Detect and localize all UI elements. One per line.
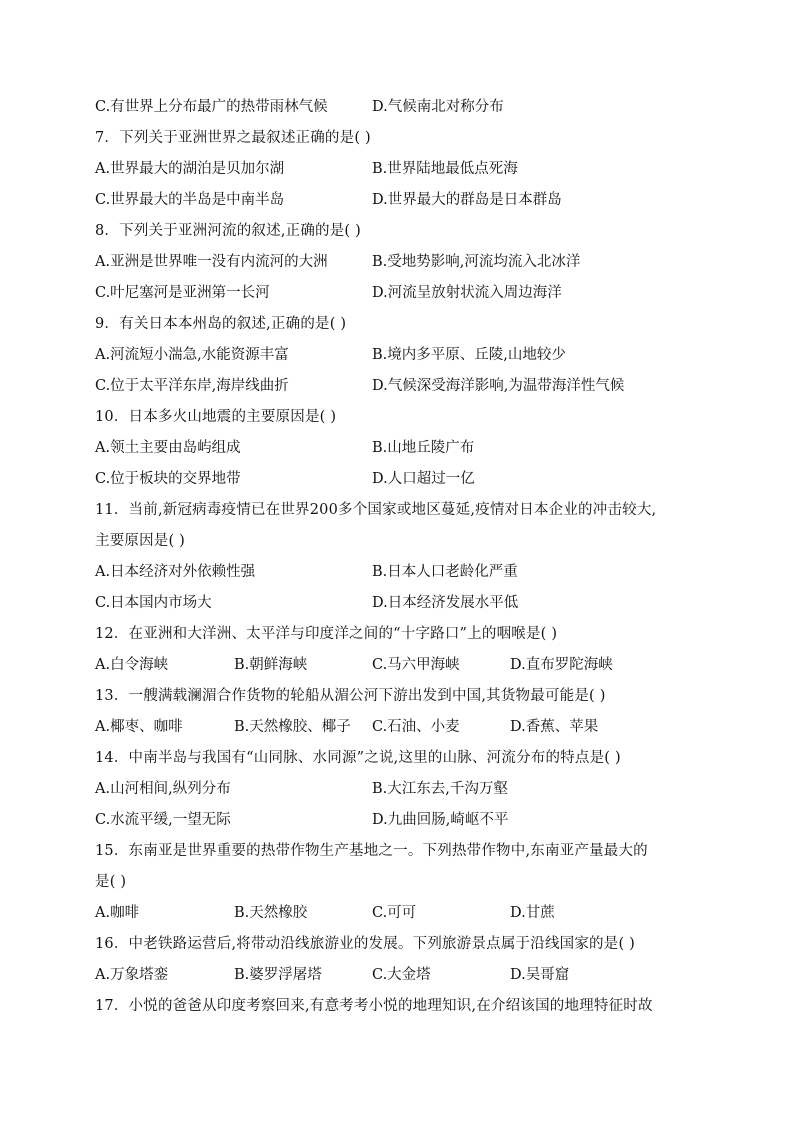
option-b: B.天然橡胶 [234, 905, 308, 921]
option-a: C.有世界上分布最广的热带雨林气候 [95, 99, 328, 115]
question-text: 14．中南半岛与我国有“山同脉、水同源”之说,这里的山脉、河流分布的特点是( ) [95, 750, 621, 766]
option-b: D.日本经济发展水平低 [372, 595, 519, 611]
option-a: A.白令海峡 [95, 657, 169, 673]
answer-options [95, 557, 705, 588]
option-a: C.位于太平洋东岸,海岸线曲折 [95, 378, 289, 394]
option-b: B.天然橡胶、椰子 [234, 719, 351, 735]
answer-options [95, 650, 705, 681]
option-b: D.气候南北对称分布 [372, 99, 504, 115]
question-stem [95, 309, 705, 340]
question-text: 8．下列关于亚洲河流的叙述,正确的是( ) [95, 223, 361, 239]
question-text: 7．下列关于亚洲世界之最叙述正确的是( ) [95, 130, 371, 146]
answer-options [95, 588, 705, 619]
question-stem [95, 402, 705, 433]
question-stem [95, 836, 705, 867]
option-a: A.山河相间,纵列分布 [95, 781, 231, 797]
question-text: 10．日本多火山地震的主要原因是( ) [95, 409, 337, 425]
question-stem [95, 743, 705, 774]
option-a: A.日本经济对外依赖性强 [95, 564, 256, 580]
question-stem [95, 681, 705, 712]
question-stem [95, 495, 705, 526]
option-a: C.水流平缓,一望无际 [95, 812, 231, 828]
question-text: 16．中老铁路运营后,将带动沿线旅游业的发展。下列旅游景点属于沿线国家的是( ) [95, 936, 635, 952]
question-stem [95, 216, 705, 247]
answer-options [95, 898, 705, 929]
option-b: B.山地丘陵广布 [372, 440, 475, 456]
option-c: C.大金塔 [372, 967, 431, 983]
option-a: A.世界最大的湖泊是贝加尔湖 [95, 161, 285, 177]
answer-options [95, 278, 705, 309]
answer-options [95, 433, 705, 464]
option-b: B.受地势影响,河流均流入北冰洋 [372, 254, 581, 270]
option-b: D.河流呈放射状流入周边海洋 [372, 285, 562, 301]
option-b: B.境内多平原、丘陵,山地较少 [372, 347, 566, 363]
question-stem [95, 867, 705, 898]
option-a: A.领土主要由岛屿组成 [95, 440, 241, 456]
question-stem [95, 991, 705, 1022]
question-text: 主要原因是( ) [95, 533, 186, 549]
option-d: D.直布罗陀海峡 [510, 657, 613, 673]
question-text: 17．小悦的爸爸从印度考察回来,有意考考小悦的地理知识,在介绍该国的地理特征时故 [95, 998, 653, 1014]
option-c: C.马六甲海峡 [372, 657, 460, 673]
question-text: 11．当前,新冠病毒疫情已在世界200多个国家或地区蔓延,疫情对日本企业的冲击较大, [95, 502, 657, 518]
option-a: C.日本国内市场大 [95, 595, 212, 611]
option-d: D.吴哥窟 [510, 967, 570, 983]
option-b: B.朝鲜海峡 [234, 657, 308, 673]
answer-options [95, 154, 705, 185]
option-a: A.河流短小湍急,水能资源丰富 [95, 347, 289, 363]
answer-options [95, 92, 705, 123]
answer-options [95, 371, 705, 402]
answer-options [95, 774, 705, 805]
option-b: D.人口超过一亿 [372, 471, 475, 487]
answer-options [95, 185, 705, 216]
answer-options [95, 247, 705, 278]
question-stem [95, 619, 705, 650]
option-b: B.大江东去,千沟万壑 [372, 781, 508, 797]
option-b: B.婆罗浮屠塔 [234, 967, 322, 983]
option-c: C.石油、小麦 [372, 719, 460, 735]
option-d: D.甘蔗 [510, 905, 555, 921]
option-a: A.万象塔銮 [95, 967, 169, 983]
option-a: C.叶尼塞河是亚洲第一长河 [95, 285, 270, 301]
option-c: C.可可 [372, 905, 417, 921]
option-b: B.日本人口老龄化严重 [372, 564, 518, 580]
option-a: C.世界最大的半岛是中南半岛 [95, 192, 285, 208]
question-text: 12．在亚洲和大洋洲、太平洋与印度洋之间的“十字路口”上的咽喉是( ) [95, 626, 558, 642]
answer-options [95, 712, 705, 743]
option-b: D.九曲回肠,崎岖不平 [372, 812, 509, 828]
question-text: 15．东南亚是世界重要的热带作物生产基地之一。下列热带作物中,东南亚产量最大的 [95, 843, 648, 859]
option-a: A.亚洲是世界唯一没有内流河的大洲 [95, 254, 328, 270]
answer-options [95, 805, 705, 836]
question-stem [95, 123, 705, 154]
answer-options [95, 464, 705, 495]
question-stem [95, 929, 705, 960]
question-text: 是( ) [95, 874, 127, 890]
answer-options [95, 960, 705, 991]
option-d: D.香蕉、苹果 [510, 719, 599, 735]
option-a: C.位于板块的交界地带 [95, 471, 241, 487]
option-b: B.世界陆地最低点死海 [372, 161, 518, 177]
answer-options [95, 340, 705, 371]
question-sheet [95, 92, 705, 1022]
option-a: A.椰枣、咖啡 [95, 719, 183, 735]
question-text: 13．一艘满载澜湄合作货物的轮船从湄公河下游出发到中国,其货物最可能是( ) [95, 688, 606, 704]
option-b: D.气候深受海洋影响,为温带海洋性气候 [372, 378, 625, 394]
question-text: 9．有关日本本州岛的叙述,正确的是( ) [95, 316, 347, 332]
option-b: D.世界最大的群岛是日本群岛 [372, 192, 562, 208]
option-a: A.咖啡 [95, 905, 140, 921]
question-stem [95, 526, 705, 557]
